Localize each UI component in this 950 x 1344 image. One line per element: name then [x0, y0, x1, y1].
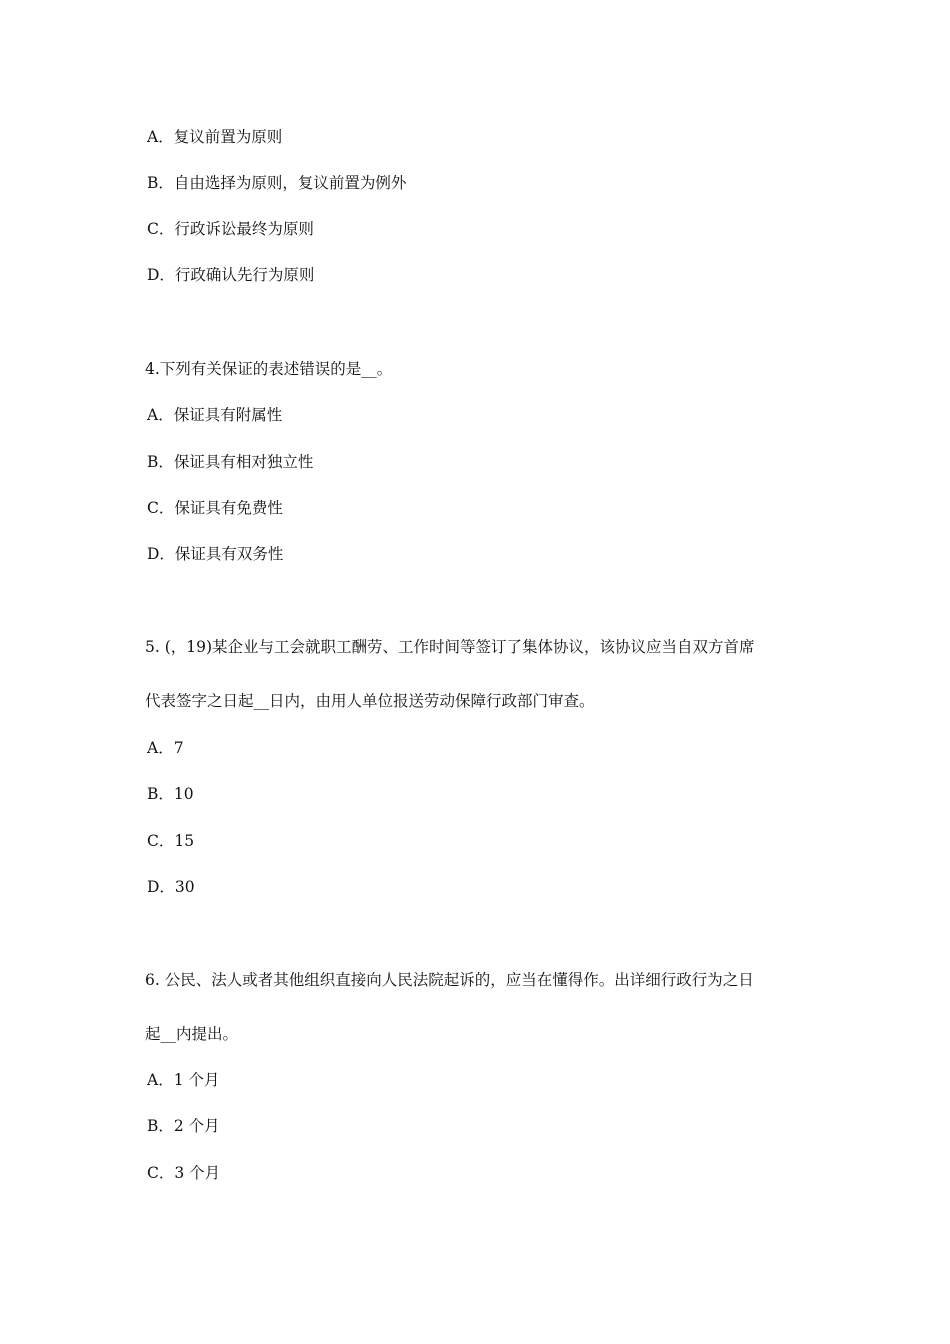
q4-option-a: A．保证具有附属性 [147, 406, 283, 424]
q4-stem: 4.下列有关保证的表述错误的是__。 [145, 360, 393, 378]
q4-option-c: C．保证具有免费性 [147, 499, 283, 517]
q5-option-a: A．7 [147, 739, 184, 757]
q5-option-b: B．10 [147, 785, 194, 803]
q3-option-d: D．行政确认先行为原则 [147, 266, 315, 284]
q3-option-c: C．行政诉讼最终为原则 [147, 220, 314, 238]
q5-option-d: D．30 [147, 878, 195, 896]
q6-stem-line1: 6. 公民、法人或者其他组织直接向人民法院起诉的，应当在懂得作。出详细行政行为之日 [145, 971, 754, 989]
q5-stem-line2: 代表签字之日起__日内，由用人单位报送劳动保障行政部门审查。 [145, 692, 595, 710]
q6-option-c: C．3 个月 [147, 1164, 221, 1182]
q6-stem-line2: 起__内提出。 [145, 1025, 239, 1043]
q3-option-a: A．复议前置为原则 [147, 128, 283, 146]
q3-option-b: B．自由选择为原则，复议前置为例外 [147, 174, 407, 192]
q6-option-a: A．1 个月 [147, 1071, 220, 1089]
q5-stem-line1: 5. (，19)某企业与工会就职工酬劳、工作时间等签订了集体协议，该协议应当自双方首席 [145, 638, 755, 656]
q4-option-b: B．保证具有相对独立性 [147, 453, 314, 471]
q5-option-c: C．15 [147, 832, 195, 850]
q4-option-d: D．保证具有双务性 [147, 545, 284, 563]
q6-option-b: B．2 个月 [147, 1117, 220, 1135]
